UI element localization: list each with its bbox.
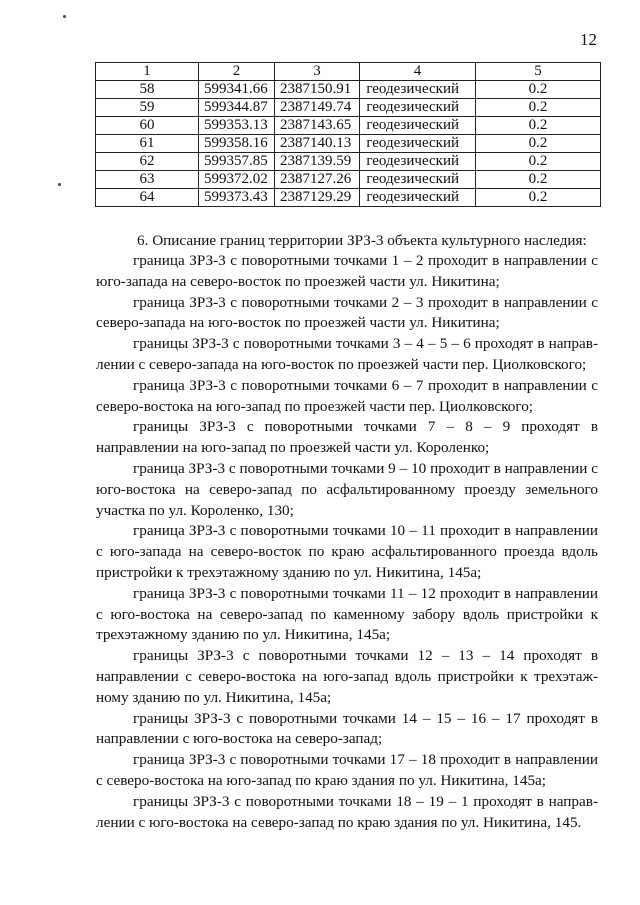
boundary-paragraph: граница ЗРЗ-3 с поворотными точками 1 – 2 проходит в направлении с юго-запада на северо-восток по проезжей части ул. Никитина; xyxy=(96,252,598,290)
y-coordinate-cell: 2387139.59 xyxy=(275,153,360,171)
boundary-paragraph: граница ЗРЗ-3 с поворотными точками 6 – 7 проходит в направлении с северо-востока на юго-запад по проезжей части пер. Циолковского; xyxy=(96,376,598,415)
x-coordinate-cell: 599358.16 xyxy=(199,135,275,153)
x-coordinate-cell: 599372.02 xyxy=(199,171,275,189)
table-row xyxy=(96,99,601,117)
method-cell: геодезический xyxy=(360,171,476,189)
accuracy-cell: 0.2 xyxy=(476,117,601,135)
x-coordinate-cell: 599373.43 xyxy=(199,189,275,207)
point-number-cell: 59 xyxy=(96,99,199,117)
page-number: 12 xyxy=(580,30,597,49)
point-number-cell: 63 xyxy=(96,171,199,189)
boundary-paragraph: граница ЗРЗ-3 с поворотными точками 2 – 3 проходит в направлении с северо-запада на юго-восток по проезжей части ул. Никитина; xyxy=(96,293,598,332)
method-cell: геодезический xyxy=(360,99,476,117)
accuracy-cell: 0.2 xyxy=(476,135,601,153)
table-row xyxy=(96,189,601,207)
method-cell: геодезический xyxy=(360,81,476,99)
point-number-cell: 58 xyxy=(96,81,199,99)
point-number-cell: 61 xyxy=(96,135,199,153)
boundary-paragraph: границы ЗРЗ-3 с поворотными точками 14 – 15 – 16 – 17 проходят в направлении с юго-востока на северо-запад; xyxy=(96,709,598,748)
table-header-row xyxy=(96,63,601,81)
column-header: 1 xyxy=(96,63,199,81)
y-coordinate-cell: 2387127.26 xyxy=(275,171,360,189)
boundary-paragraph: границы ЗРЗ-3 с поворотными точками 3 – 4 – 5 – 6 проходят в направлении с северо-запада на юго-восток по проезжей части пер. Циолковского; xyxy=(96,335,598,373)
column-header: 2 xyxy=(199,63,275,81)
table-row xyxy=(96,81,601,99)
table-row xyxy=(96,153,601,171)
y-coordinate-cell: 2387129.29 xyxy=(275,189,360,207)
point-number-cell: 64 xyxy=(96,189,199,207)
accuracy-cell: 0.2 xyxy=(476,99,601,117)
table-row xyxy=(96,117,601,135)
method-cell: геодезический xyxy=(360,117,476,135)
x-coordinate-cell: 599353.13 xyxy=(199,117,275,135)
x-coordinate-cell: 599357.85 xyxy=(199,153,275,171)
boundary-paragraph: границы ЗРЗ-3 с поворотными точками 18 – 19 – 1 проходят в направлении с юго-востока на северо-запад по краю здания по ул. Никитина, 145. xyxy=(96,792,598,831)
y-coordinate-cell: 2387140.13 xyxy=(275,135,360,153)
column-header: 4 xyxy=(360,63,476,81)
table-row xyxy=(96,171,601,189)
method-cell: геодезический xyxy=(360,189,476,207)
section-title: 6. Описание границ территории ЗРЗ-3 объекта культурного наследия: xyxy=(137,232,587,249)
boundary-descriptions xyxy=(96,251,598,833)
table-row xyxy=(96,135,601,153)
boundary-paragraph: границы ЗРЗ-3 с поворотными точками 7 – 8 – 9 проходят в направлении на юго-запад по проезжей части ул. Короленко; xyxy=(96,418,598,457)
boundary-paragraph: границы ЗРЗ-3 с поворотными точками 12 – 13 – 14 проходят в направлении с северо-востока на юго-запад вдоль пристройки к трехэтажному зданию по ул. Никитина, 145а; xyxy=(96,647,598,706)
accuracy-cell: 0.2 xyxy=(476,81,601,99)
method-cell: геодезический xyxy=(360,153,476,171)
y-coordinate-cell: 2387149.74 xyxy=(275,99,360,117)
y-coordinate-cell: 2387143.65 xyxy=(275,117,360,135)
column-header: 3 xyxy=(275,63,360,81)
method-cell: геодезический xyxy=(360,135,476,153)
boundary-paragraph: граница ЗРЗ-3 с поворотными точками 10 – 11 проходит в направлении с юго-запада на северо-восток по краю асфальтированного проезда вдоль пристройки к трехэтажному зданию по ул. Никитина, 145а; xyxy=(96,522,598,581)
point-number-cell: 60 xyxy=(96,117,199,135)
x-coordinate-cell: 599341.66 xyxy=(199,81,275,99)
point-number-cell: 62 xyxy=(96,153,199,171)
accuracy-cell: 0.2 xyxy=(476,189,601,207)
accuracy-cell: 0.2 xyxy=(476,153,601,171)
boundary-paragraph: граница ЗРЗ-3 с поворотными точками 11 – 12 проходит в направлении с юго-востока на северо-запад по каменному забору вдоль пристройки к трехэтажному зданию по ул. Никитина, 145а; xyxy=(96,584,598,644)
boundary-paragraph: граница ЗРЗ-3 с поворотными точками 9 – 10 проходит в направлении с юго-востока на северо-запад по асфальтированному проезду земельного участка по ул. Короленко, 130; xyxy=(96,459,598,519)
x-coordinate-cell: 599344.87 xyxy=(199,99,275,117)
scan-speck xyxy=(58,183,61,186)
boundary-paragraph: граница ЗРЗ-3 с поворотными точками 17 – 18 проходит в направлении с северо-востока на юго-запад по краю здания по ул. Никитина, 145а; xyxy=(96,751,598,789)
column-header: 5 xyxy=(476,63,601,81)
coordinates-table xyxy=(95,62,601,207)
accuracy-cell: 0.2 xyxy=(476,171,601,189)
scan-speck xyxy=(63,15,66,18)
y-coordinate-cell: 2387150.91 xyxy=(275,81,360,99)
